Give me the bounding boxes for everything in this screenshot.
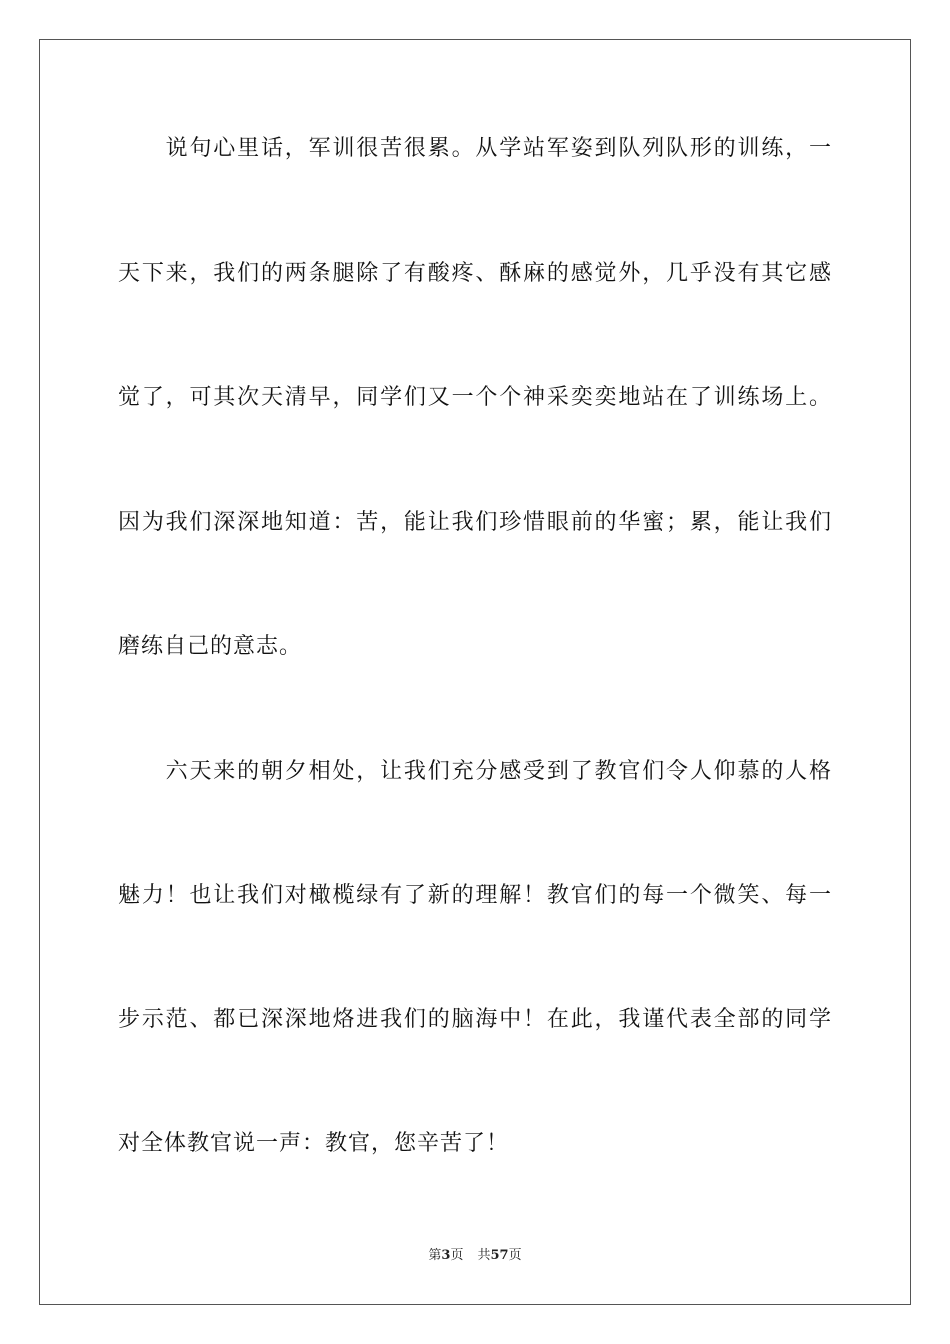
paragraph-1-line-4: 因为我们深深地知道：苦，能让我们珍惜眼前的华蜜；累，能让我们 <box>118 510 832 535</box>
paragraph-1-line-5: 磨练自己的意志。 <box>118 634 303 659</box>
page-border <box>39 39 911 1305</box>
paragraph-1-line-1: 说句心里话，军训很苦很累。从学站军姿到队列队形的训练，一 <box>118 136 832 161</box>
total-prefix: 共 <box>477 1248 491 1263</box>
paragraph-1-line-2: 天下来，我们的两条腿除了有酸疼、酥麻的感觉外，几乎没有其它感 <box>118 261 832 286</box>
paragraph-1-line-3: 觉了，可其次天清早，同学们又一个个神采奕奕地站在了训练场上。 <box>118 385 832 410</box>
paragraph-2-line-4: 对全体教官说一声：教官，您辛苦了！ <box>118 1131 510 1156</box>
paragraph-2-line-1: 六天来的朝夕相处，让我们充分感受到了教官们令人仰慕的人格 <box>118 759 832 784</box>
total-pages: 57 <box>490 1248 509 1263</box>
page-suffix: 页 <box>450 1248 464 1263</box>
page-prefix: 第 <box>428 1248 442 1263</box>
total-suffix: 页 <box>508 1248 522 1263</box>
page-number: 3 <box>441 1248 451 1263</box>
paragraph-2-line-2: 魅力！也让我们对橄榄绿有了新的理解！教官们的每一个微笑、每一 <box>118 883 832 908</box>
page-footer <box>0 1247 950 1265</box>
paragraph-2-line-3: 步示范、都已深深地烙进我们的脑海中！在此，我谨代表全部的同学 <box>118 1007 832 1032</box>
